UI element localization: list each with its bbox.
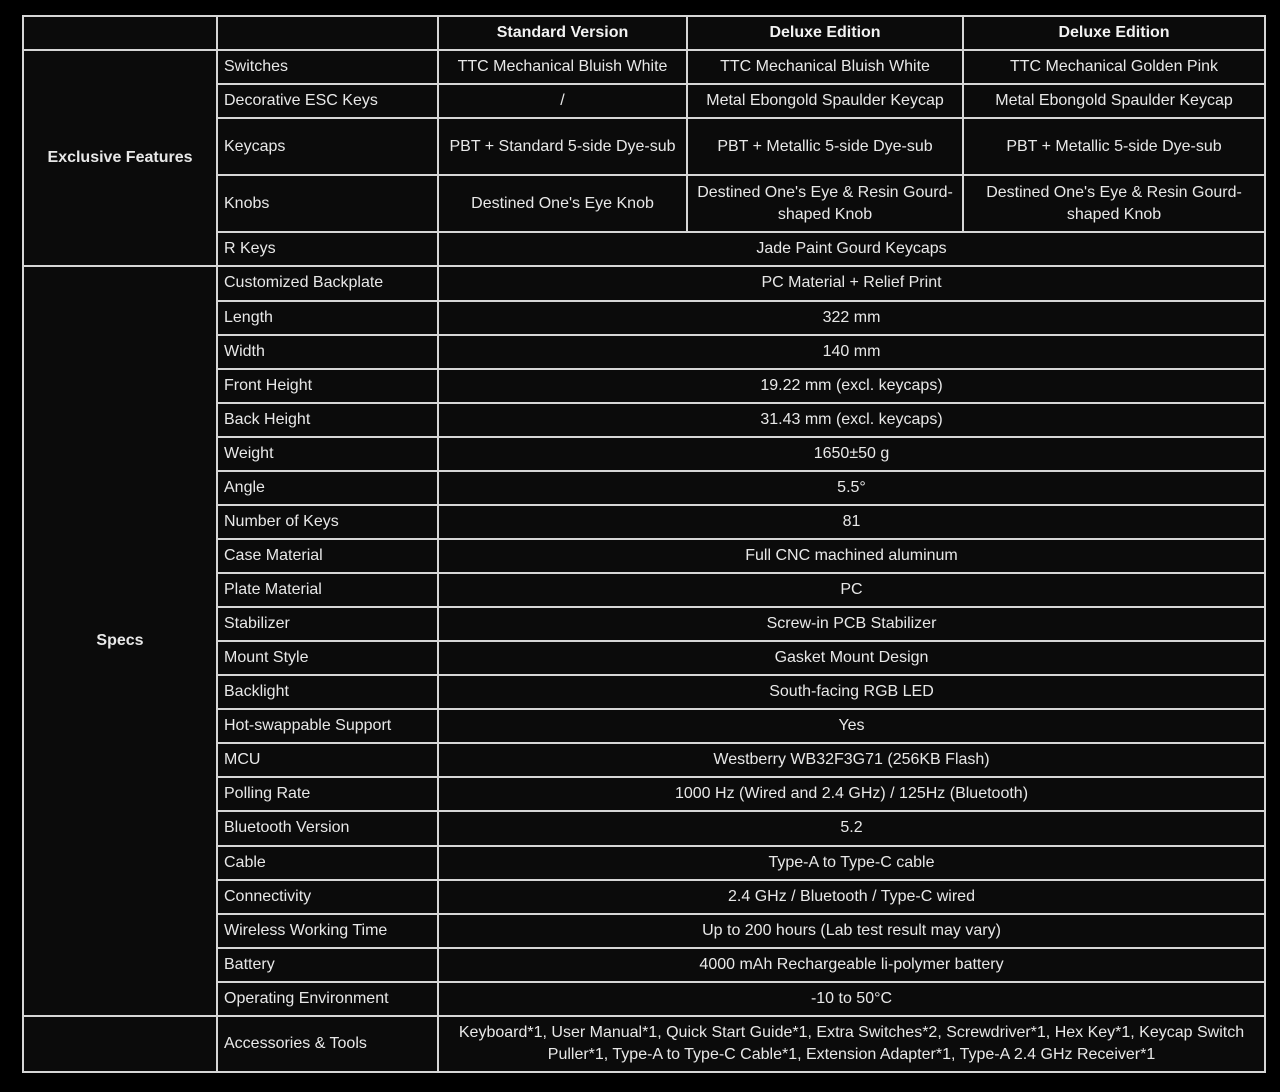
value-cell: Destined One's Eye & Resin Gourd-shaped Knob	[963, 175, 1265, 232]
value-cell: PC	[438, 573, 1265, 607]
value-cell: Destined One's Eye & Resin Gourd-shaped Knob	[687, 175, 963, 232]
feature-label: Accessories & Tools	[217, 1016, 438, 1072]
value-cell: Up to 200 hours (Lab test result may vary)	[438, 914, 1265, 948]
value-cell: 5.2	[438, 811, 1265, 845]
feature-label: Cable	[217, 846, 438, 880]
feature-label: Front Height	[217, 369, 438, 403]
feature-label: MCU	[217, 743, 438, 777]
group-accessories	[23, 1016, 217, 1072]
feature-label: Operating Environment	[217, 982, 438, 1016]
value-cell: 19.22 mm (excl. keycaps)	[438, 369, 1265, 403]
feature-label: Customized Backplate	[217, 266, 438, 300]
value-cell: TTC Mechanical Bluish White	[438, 50, 687, 84]
feature-label: Back Height	[217, 403, 438, 437]
header-feature	[217, 16, 438, 50]
feature-label: Hot-swappable Support	[217, 709, 438, 743]
value-cell: 1650±50 g	[438, 437, 1265, 471]
header-corner	[23, 16, 217, 50]
feature-label: Battery	[217, 948, 438, 982]
feature-label: Case Material	[217, 539, 438, 573]
value-cell: PBT + Metallic 5-side Dye-sub	[963, 118, 1265, 175]
feature-label: Length	[217, 301, 438, 335]
value-cell: 140 mm	[438, 335, 1265, 369]
value-cell: /	[438, 84, 687, 118]
feature-label: Angle	[217, 471, 438, 505]
feature-label: Decorative ESC Keys	[217, 84, 438, 118]
value-cell: PC Material + Relief Print	[438, 266, 1265, 300]
feature-label: Keycaps	[217, 118, 438, 175]
value-cell: Yes	[438, 709, 1265, 743]
spec-table	[22, 15, 1266, 1073]
table-row	[23, 266, 1265, 300]
feature-label: Mount Style	[217, 641, 438, 675]
value-cell: South-facing RGB LED	[438, 675, 1265, 709]
value-cell: Destined One's Eye Knob	[438, 175, 687, 232]
value-cell: -10 to 50°C	[438, 982, 1265, 1016]
value-cell: TTC Mechanical Golden Pink	[963, 50, 1265, 84]
value-cell: Jade Paint Gourd Keycaps	[438, 232, 1265, 266]
feature-label: Plate Material	[217, 573, 438, 607]
feature-label: Wireless Working Time	[217, 914, 438, 948]
value-cell: Gasket Mount Design	[438, 641, 1265, 675]
value-cell: 5.5°	[438, 471, 1265, 505]
value-cell: 4000 mAh Rechargeable li-polymer battery	[438, 948, 1265, 982]
header-row	[23, 16, 1265, 50]
feature-label: Backlight	[217, 675, 438, 709]
value-cell: 1000 Hz (Wired and 2.4 GHz) / 125Hz (Bluetooth)	[438, 777, 1265, 811]
feature-label: Connectivity	[217, 880, 438, 914]
feature-label: Width	[217, 335, 438, 369]
header-deluxe-edition-1: Deluxe Edition	[687, 16, 963, 50]
table-row	[23, 1016, 1265, 1072]
value-cell: Westberry WB32F3G71 (256KB Flash)	[438, 743, 1265, 777]
value-cell: Type-A to Type-C cable	[438, 846, 1265, 880]
value-cell: Metal Ebongold Spaulder Keycap	[963, 84, 1265, 118]
value-cell: 31.43 mm (excl. keycaps)	[438, 403, 1265, 437]
feature-label: Polling Rate	[217, 777, 438, 811]
value-cell: 322 mm	[438, 301, 1265, 335]
feature-label: Weight	[217, 437, 438, 471]
header-standard-version: Standard Version	[438, 16, 687, 50]
value-cell: Metal Ebongold Spaulder Keycap	[687, 84, 963, 118]
value-cell: Full CNC machined aluminum	[438, 539, 1265, 573]
header-deluxe-edition-2: Deluxe Edition	[963, 16, 1265, 50]
table-row	[23, 50, 1265, 84]
feature-label: Knobs	[217, 175, 438, 232]
feature-label: Number of Keys	[217, 505, 438, 539]
value-cell: 2.4 GHz / Bluetooth / Type-C wired	[438, 880, 1265, 914]
feature-label: Bluetooth Version	[217, 811, 438, 845]
feature-label: R Keys	[217, 232, 438, 266]
value-cell: Screw-in PCB Stabilizer	[438, 607, 1265, 641]
value-cell: TTC Mechanical Bluish White	[687, 50, 963, 84]
value-cell: PBT + Standard 5-side Dye-sub	[438, 118, 687, 175]
feature-label: Stabilizer	[217, 607, 438, 641]
value-cell: PBT + Metallic 5-side Dye-sub	[687, 118, 963, 175]
group-specs: Specs	[23, 266, 217, 1015]
value-cell: 81	[438, 505, 1265, 539]
feature-label: Switches	[217, 50, 438, 84]
group-exclusive-features: Exclusive Features	[23, 50, 217, 266]
value-cell: Keyboard*1, User Manual*1, Quick Start Guide*1, Extra Switches*2, Screwdriver*1, Hex Key*1, Keycap Switch Puller*1, Type-A to Type-C Cable*1, Extension Adapter*1, Type-A 2.4 GHz Receiver*1	[438, 1016, 1265, 1072]
